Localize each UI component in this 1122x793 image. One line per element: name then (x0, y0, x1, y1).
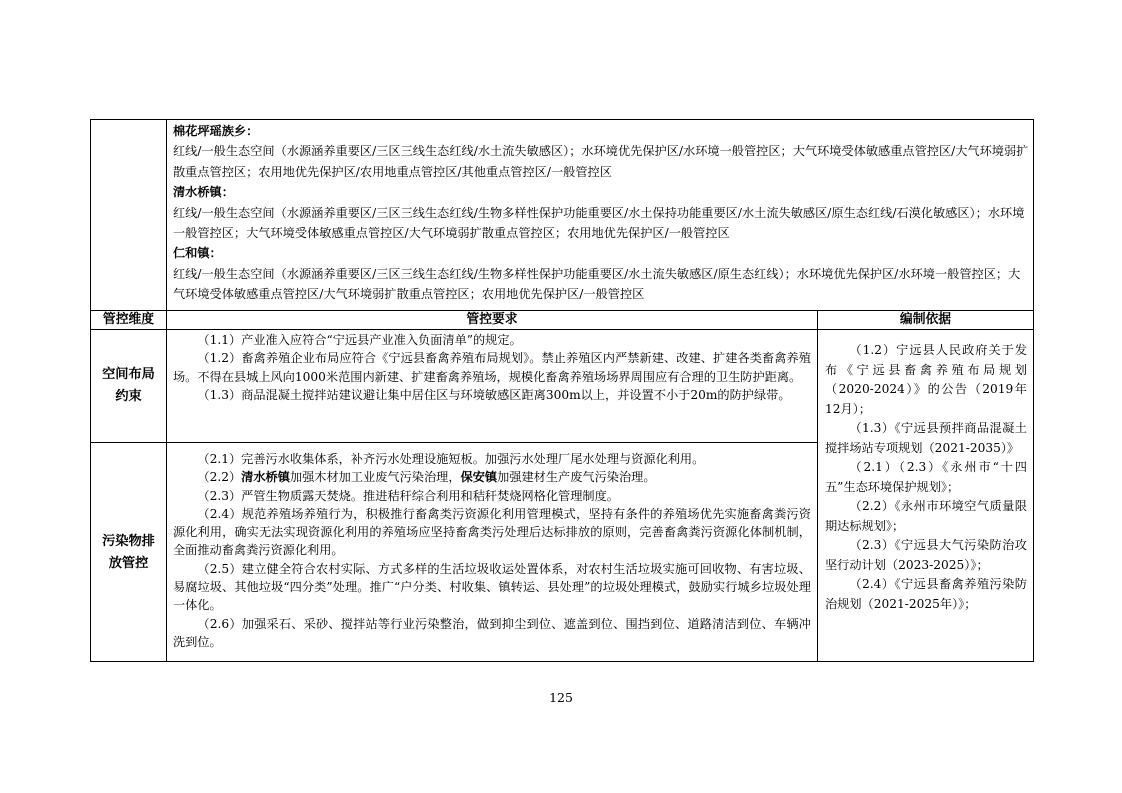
requirement-item: （1.1）产业准入应符合“宁远县产业准入负面清单”的规定。 (197, 333, 522, 347)
table-line-row-divider (91, 442, 817, 443)
basis-item: （2.4）《宁远县畜禽养殖污染防治规划（2021-2025年）》； (825, 577, 1027, 611)
zone-text: 红线/一般生态空间（水源涵养重要区/三区三线生态红线/水土流失敏感区）；水环境优先保护区/水环境一般管控区；大气环境受体敏感重点管控区/大气环境弱扩散重点管控区；农用地优先保护区/农用地重点管控区/其他重点管控区/一般管控区 (173, 144, 1029, 179)
requirement-item: （2.5）建立健全符合农村实际、方式多样的生活垃圾收运处置体系，对农村生活垃圾实施可回收物、有害垃圾、易腐垃圾、其他垃圾“四分类”处理。推广“户分类、村收集、镇转运、县处理”的垃圾处理模式，鼓励实行城乡垃圾处理一体化。 (173, 561, 811, 613)
basis-item: （2.1）（2.3）《永州市“十四五”生态环境保护规划》； (825, 460, 1027, 494)
requirement-item: （1.2）畜禽养殖企业布局应符合《宁远县畜禽养殖布局规划》。禁止养殖区内严禁新建、改建、扩建各类畜禽养殖场。不得在县城上风向1000米范围内新建、扩建畜禽养殖场，规模化畜禽养殖场场界周围应有合理的卫生防护距离。 (173, 351, 811, 384)
zone-text: 红线/一般生态空间（水源涵养重要区/三区三线生态红线/生物多样性保护功能重要区/水土流失敏感区/原生态红线）；水环境优先保护区/水环境一般管控区；大气环境受体敏感重点管控区/大气环境弱扩散重点管控区；农用地优先保护区/一般管控区 (173, 266, 1021, 302)
requirement-item: （1.3）商品混凝土搅拌站建议避让集中居住区与环境敏感区距离300m以上，并设置不小于20m的防护绿带。 (197, 387, 791, 402)
dimension-label-pollution: 污染物排放管控 (102, 533, 155, 571)
town-highlight: 清水桥镇 (241, 470, 290, 485)
basis-cell (825, 341, 1027, 661)
table-line-dimension-column (166, 120, 167, 662)
zone-title: 棉花坪瑶族乡： (173, 124, 259, 138)
basis-item: （1.2）宁远县人民政府关于发布《宁远县畜禽养殖布局规划（2020-2024）》的公告（2019年12月）； (825, 343, 1027, 416)
item-prefix: （2.2） (197, 470, 242, 485)
town-highlight: 保安镇 (460, 470, 498, 485)
header-basis: 编制依据 (899, 312, 952, 327)
zone-list-cell (173, 121, 1029, 309)
table-line-header-bottom (91, 329, 1033, 330)
requirement-cell-pollution (173, 450, 811, 660)
basis-item: （1.3）《宁远县预拌商品混凝土搅拌场站专项规划（2021-2035）》 (825, 421, 1027, 455)
requirement-item (173, 468, 811, 486)
requirement-item: （2.1）完善污水收集体系，补齐污水处理设施短板。加强污水处理厂尾水处理与资源化利用。 (197, 452, 705, 466)
basis-item: （2.3）《宁远县大气污染防治攻坚行动计划（2023-2025）》； (825, 538, 1027, 572)
requirement-item: （2.4）规范养殖场养殖行为，积极推行畜禽类污资源化利用管理模式，坚持有条件的养殖场优先实施畜禽粪污资源化利用，确实无法实现资源化利用的养殖场应坚持畜禽类污处理后达标排放的原则，完善畜禽粪污资源化体制机制，全面推动畜禽粪污资源化利用。 (173, 506, 811, 558)
item-text: 加强木材加工业废气污染治理， (289, 470, 461, 485)
header-dimension: 管控维度 (102, 312, 155, 327)
dimension-label-spatial: 空间布局约束 (102, 367, 155, 404)
header-requirement: 管控要求 (466, 312, 518, 327)
zone-text: 红线/一般生态空间（水源涵养重要区/三区三线生态红线/生物多样性保护功能重要区/水土保持功能重要区/水土流失敏感区/原生态红线/石漠化敏感区）；水环境一般管控区；大气环境受体敏感重点管控区/大气环境弱扩散重点管控区；农用地优先保护区/一般管控区 (173, 205, 1025, 241)
control-table (90, 119, 1034, 662)
basis-item: （2.2）《永州市环境空气质量限期达标规划》； (825, 499, 1027, 533)
table-line-basis-column (817, 310, 818, 662)
zone-title: 仁和镇： (173, 246, 222, 261)
zone-title: 清水桥镇： (173, 185, 234, 200)
page-number: 125 (549, 690, 573, 705)
dimension-cell-pollution (91, 443, 166, 662)
requirement-cell-spatial (173, 331, 811, 441)
requirement-item: （2.3）严管生物质露天焚烧。推进秸秆综合利用和秸秆焚烧网格化管理制度。 (197, 488, 619, 503)
dimension-cell-spatial (91, 330, 166, 442)
item-text: 加强建材生产废气污染治理。 (497, 470, 656, 485)
requirement-item: （2.6）加强采石、采砂、搅拌站等行业污染整治，做到抑尘到位、遮盖到位、围挡到位、道路清洁到位、车辆冲洗到位。 (173, 616, 811, 649)
